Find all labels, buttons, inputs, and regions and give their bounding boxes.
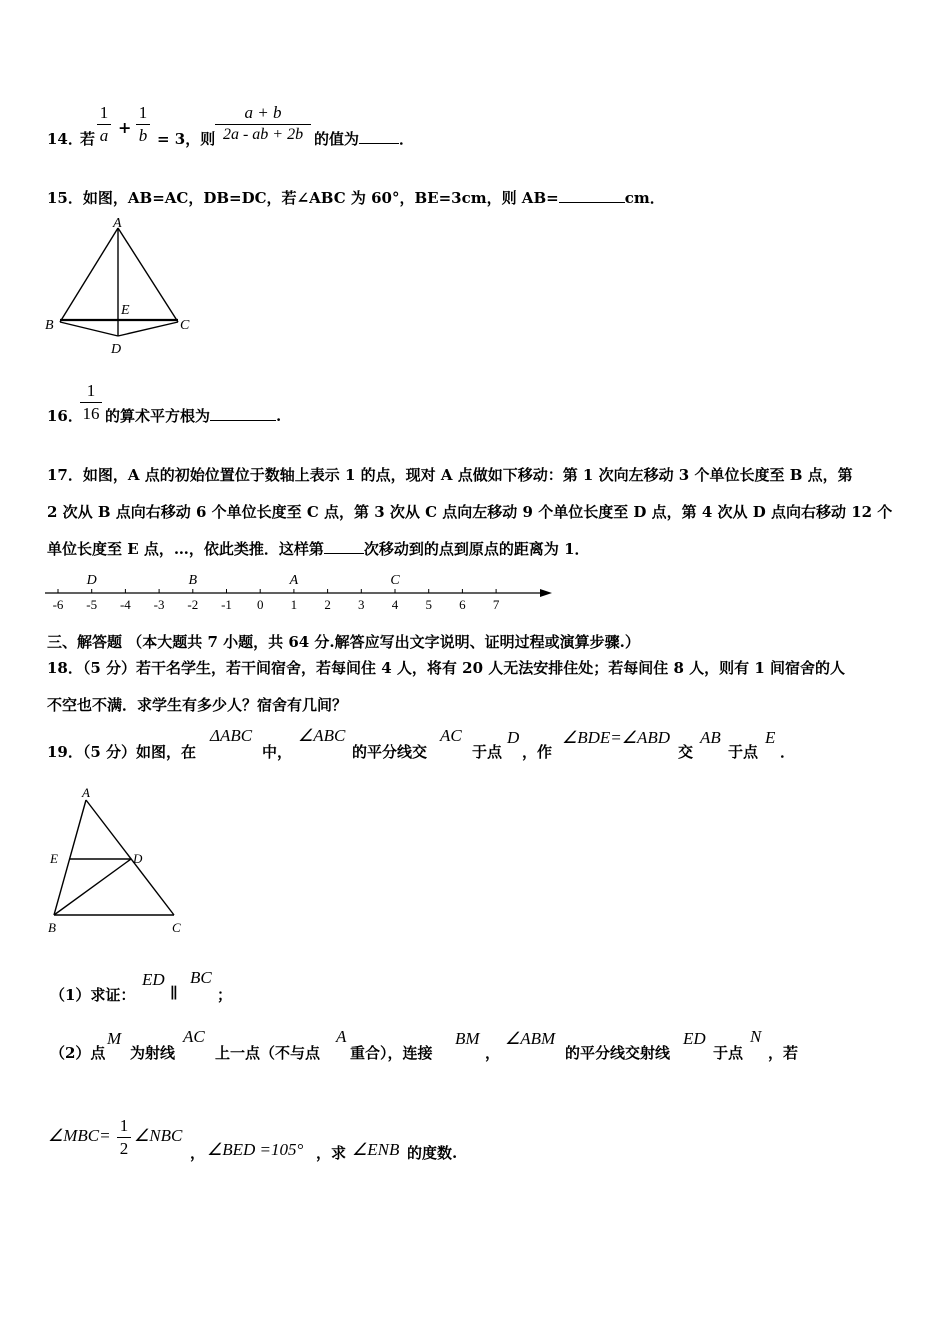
q16-fraction: 1 16 bbox=[80, 381, 102, 424]
answer-blank[interactable] bbox=[559, 202, 625, 203]
q19-math-ac: AC bbox=[440, 726, 462, 745]
axis-tick-label: 3 bbox=[358, 597, 365, 612]
segment-ab bbox=[60, 228, 118, 322]
point-label-b: B bbox=[188, 573, 198, 588]
q19-math-e: E bbox=[765, 728, 776, 747]
answer-blank[interactable] bbox=[324, 553, 364, 554]
q18-line-1: 18．（5 分）若干名学生，若干间宿舍，若每间住 4 人，将有 20 人无法安排住处；若每间住 8 人，则有 1 间宿舍的人 bbox=[47, 659, 846, 677]
q19-half-fraction: 1 2 bbox=[117, 1116, 131, 1159]
q16-text: 的算术平方根为 . bbox=[105, 407, 282, 425]
point-label-d: D bbox=[86, 573, 97, 588]
q19-math-triangle: ΔABC bbox=[210, 726, 253, 745]
q18-line-2: 不空也不满．求学生有多少人？宿舍有几间？ bbox=[47, 696, 348, 714]
segment-bd bbox=[60, 322, 118, 336]
q17-line-1: 17．如图，A 点的初始位置位于数轴上表示 1 的点，现对 A 点做如下移动：第 1 次向左移动 3 个单位长度至 B 点，第 bbox=[47, 466, 853, 484]
q19-p1-bc: BC bbox=[190, 968, 212, 987]
q14-fraction-2: 1 b bbox=[136, 103, 150, 146]
axis-tick-label: -3 bbox=[153, 597, 165, 612]
label-b: B bbox=[48, 920, 56, 935]
axis-tick-label: 7 bbox=[492, 597, 500, 612]
q14-fraction-3: a + b 2a - ab + 2b bbox=[215, 103, 311, 144]
axis-tick-label: -4 bbox=[119, 597, 131, 612]
segment-cd bbox=[118, 322, 178, 336]
q14-equals-text: = 3，则 bbox=[157, 130, 216, 148]
q14-fraction-1: 1 a bbox=[97, 103, 111, 146]
answer-blank[interactable] bbox=[359, 143, 399, 144]
segment-ab bbox=[54, 800, 86, 915]
label-e: E bbox=[50, 851, 58, 866]
q19-pre: 19．（5 分）如图，在 bbox=[47, 743, 197, 761]
q15-text: 15．如图，AB=AC，DB=DC，若∠ABC 为 60°，BE=3cm，则 AB= cm． bbox=[47, 189, 665, 207]
axis-tick-label: -2 bbox=[187, 597, 199, 612]
q17-line-2: 2 次从 B 点向右移动 6 个单位长度至 C 点，第 3 次从 C 点向左移动 9 个单位长度至 D 点，第 4 次从 D 点向右移动 12 个 bbox=[47, 503, 893, 521]
q16-number: 16． bbox=[47, 407, 83, 425]
q15-figure bbox=[40, 215, 200, 360]
q19-p1-ed: ED bbox=[142, 970, 165, 989]
axis-tick-label: -6 bbox=[52, 597, 64, 612]
axis-tick-label: 0 bbox=[256, 597, 264, 612]
parallel-symbol: ∥ bbox=[170, 984, 178, 1002]
q19-math-ab: AB bbox=[700, 728, 721, 747]
q14-plus: + bbox=[118, 118, 132, 137]
q14-tail: 的值为 ． bbox=[314, 130, 415, 148]
axis-tick-label: 6 bbox=[459, 597, 466, 612]
axis-tick-label: -1 bbox=[221, 597, 232, 612]
label-d: D bbox=[133, 851, 143, 866]
axis-arrow bbox=[540, 589, 552, 597]
q17-line-3: 单位长度至 E 点，…，依此类推．这样第 次移动到的点到原点的距离为 1． bbox=[47, 540, 590, 558]
q14-ruo: 若 bbox=[80, 130, 96, 148]
segment-ac bbox=[86, 800, 174, 915]
q19-math-d: D bbox=[507, 728, 520, 747]
axis-tick-label: -5 bbox=[86, 597, 98, 612]
q14-number: 14． bbox=[47, 130, 83, 148]
point-label-a: A bbox=[289, 573, 299, 588]
label-c: C bbox=[172, 920, 181, 935]
label-e: E bbox=[121, 303, 130, 318]
q19-math-angle-abc: ∠ABC bbox=[298, 726, 346, 745]
axis-tick-label: 4 bbox=[391, 597, 399, 612]
point-label-c: C bbox=[390, 573, 400, 588]
answer-blank[interactable] bbox=[210, 420, 276, 421]
label-b: B bbox=[45, 318, 54, 333]
axis-tick-label: 1 bbox=[290, 597, 298, 612]
axis-tick-label: 5 bbox=[425, 597, 432, 612]
label-a: A bbox=[113, 216, 122, 231]
q17-number-line bbox=[40, 568, 560, 616]
q19-math-angle-eq: ∠BDE=∠ABD bbox=[562, 728, 671, 747]
q19-figure bbox=[40, 785, 200, 940]
label-c: C bbox=[180, 318, 190, 333]
axis-tick-label: 2 bbox=[324, 597, 331, 612]
segment-bd bbox=[54, 859, 131, 915]
label-a: A bbox=[82, 785, 90, 800]
label-d: D bbox=[111, 342, 122, 357]
section-3-heading: 三、解答题 （本大题共 7 小题，共 64 分.解答应写出文字说明、证明过程或演算步骤.） bbox=[47, 633, 640, 651]
